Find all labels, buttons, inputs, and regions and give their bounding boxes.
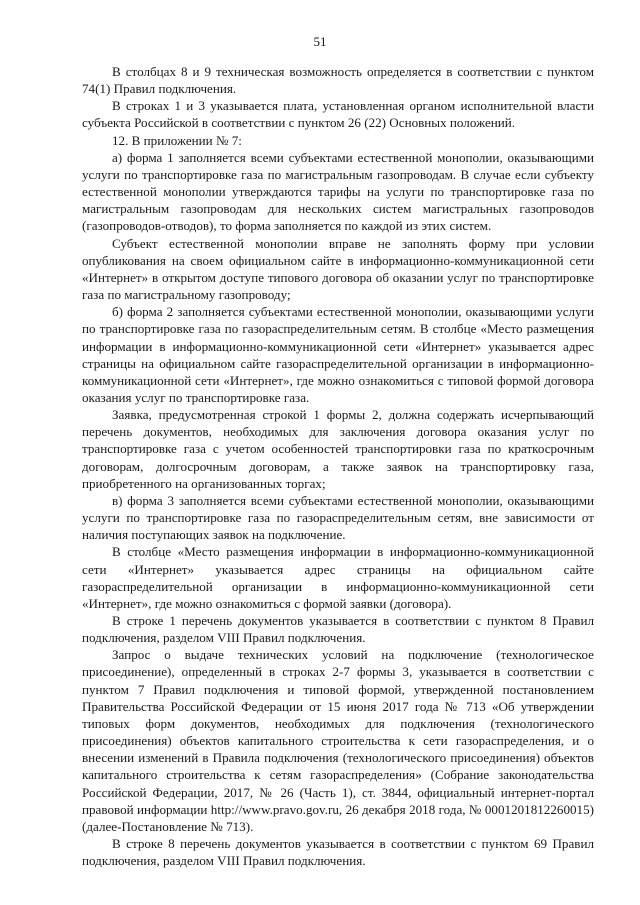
paragraph-form-3: в) форма 3 заполняется всеми субъектами естественной монополии, оказывающими услуги по транспортировке газа по газораспределительным сетям, вне зависимости от наличия поступающих заявок на подключение. [82, 492, 594, 543]
page-number: 51 [313, 34, 327, 49]
paragraph-form-3-row-1: В строке 1 перечень документов указывается в соответствии с пунктом 8 Правил подключения, разделом VIII Правил подключения. [82, 613, 594, 646]
paragraph-columns-8-9: В столбцах 8 и 9 техническая возможность определяется в соответствии с пунктом 74(1) Правил подключения. [82, 64, 594, 97]
document-body [82, 63, 594, 869]
paragraph-form-1: а) форма 1 заполняется всеми субъектами естественной монополии, оказывающими услуги по транспортировке газа по магистральным газопроводам. В случае если субъекту естественной монополии утверждаются тарифы на услуги по транспортировке газа по магистральным газопроводам для нескольких систем магистральных газопроводов (газопроводов-отводов), то форма заполняется по каждой из этих систем. [82, 149, 594, 234]
paragraph-form-3-row-8: В строке 8 перечень документов указывается в соответствии с пунктом 69 Правил подключения, разделом VIII Правил подключения. [82, 836, 594, 869]
paragraph-form-2-application: Заявка, предусмотренная строкой 1 формы 2, должна содержать исчерпывающий перечень документов, необходимых для заключения договора оказания услуг по транспортировке газа с учетом особенностей транспортировки газа по краткосрочным договорам, долгосрочным договорам, а также заявок на транспортировку газа, приобретенного на организованных торгах; [82, 407, 594, 491]
paragraph-form-1-exemption: Субъект естественной монополии вправе не заполнять форму при условии опубликования на своем официальном сайте в информационно-коммуникационной сети «Интернет» в открытом доступе типового договора об оказании услуг по транспортировке газа по магистральному газопроводу; [82, 235, 594, 303]
paragraph-form-2: б) форма 2 заполняется субъектами естественной монополии, оказывающими услуги по транспортировке газа по газораспределительным сетям. В столбце «Место размещения информации в информационно-коммуникационной сети «Интернет» указывается адрес страницы на официальном сайте газораспределительной организации в информационно-коммуникационной сети «Интернет», где можно ознакомиться с типовой формой договора оказания услуг по транспортировке газа. [82, 304, 594, 405]
paragraph-rows-1-3: В строках 1 и 3 указывается плата, установленная органом исполнительной власти субъекта Российской в соответствии с пунктом 26 (22) Основных положений. [82, 98, 594, 131]
paragraph-appendix-7-heading: 12. В приложении № 7: [112, 132, 242, 148]
paragraph-form-3-column: В столбце «Место размещения информации в информационно-коммуникационной сети «Интернет» указывается адрес страницы на официальном сайте газораспределительной организации в информационно-коммуникационной сети «Интернет», где можно ознакомиться с формой заявки (договора). [82, 544, 594, 611]
paragraph-form-3-rows-2-7: Запрос о выдаче технических условий на подключение (технологическое присоединение), определенный в строках 2-7 формы 3, указывается в соответствии с пунктом 7 Правил подключения и типовой формой, утвержденной постановлением Правительства Российской Федерации от 15 июня 2017 года № 713 «Об утверждении типовых форм документов, необходимых для подключения (технологического присоединения) объектов капитального строительства к сети газораспределения, и о внесении изменений в Правила подключения (технологического присоединения) объектов капитального строительства к сетям газораспределения» (Собрание законодательства Российской Федерации, 2017, № 26 (Часть 1), ст. 3844, официальный интернет-портал правовой информации http://www.pravo.gov.ru, 26 декабря 2018 года, № 0001201812260015) (далее-Постановление № 713). [82, 647, 594, 834]
